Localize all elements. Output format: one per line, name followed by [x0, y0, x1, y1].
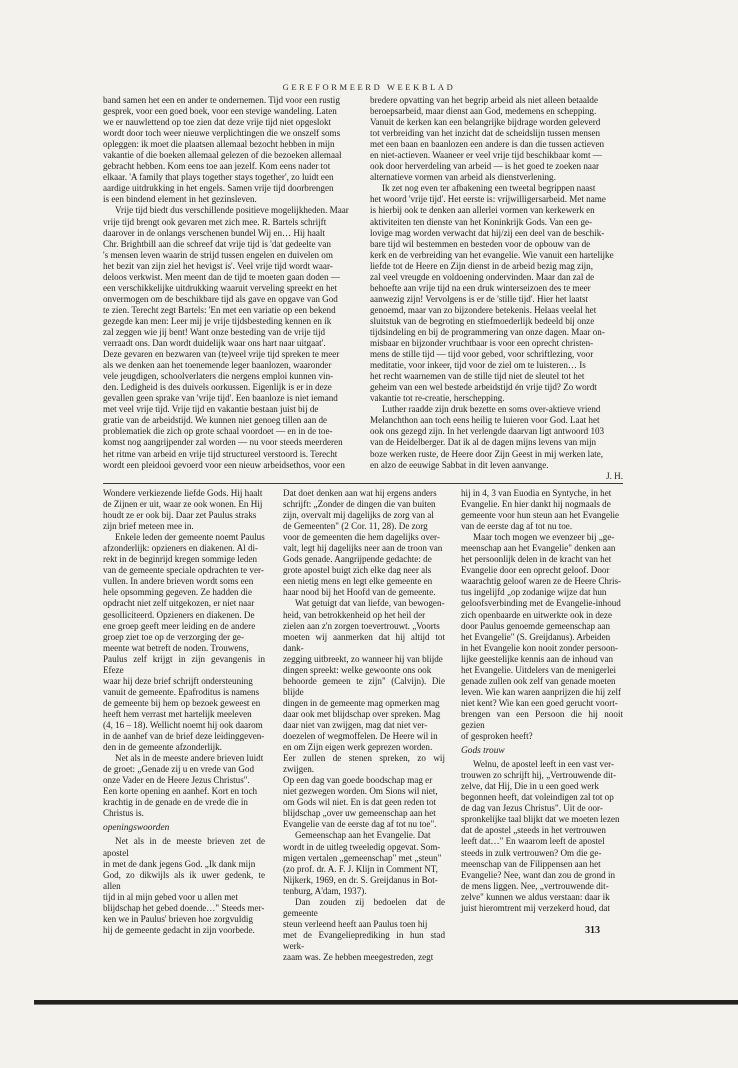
paragraph: Wondere verkiezende liefde Gods. Hij haalt de Zijnen er uit, waar ze ook wonen. En Hij houdt ze er ook bij. Daar zet Paulus straks zijn brief meteen mee in. — [103, 488, 263, 532]
paragraph: Gemeenschap aan het Evangelie. Dat wordt in de uitleg tweeledig opgevat. Som- migen vertalen „gemeenschap" met „steun" (zo prof. dr. A. F. J. Klijn in Comment NT, Nijkerk, 1969, en dr. S. Greijdanus in Bot- tenburg, A'dam, 1937). — [283, 830, 442, 896]
author-signature: J. H. — [606, 470, 623, 481]
paragraph: Net als in de meeste brieven zet de apostel in met de dank jegens God. „Ik dank mijn God, zo dikwijls als ik uwer gedenk, te allen tijd in al mijn gebed voor u allen met blijdschap het gebed doende…" Steeds mer- ken we in Paulus' brieven hoe zorgvuldig hij de gemeente gedacht in zijn voorbede. — [103, 836, 265, 935]
paragraph: bredere opvatting van het begrip arbeid als niet alleen betaalde beroepsarbeid, maar dienst aan God, medemens en schepping. Vanuit de kerken kan een belangrijke bijdrage worden geleverd tot verbreiding van het inzicht dat de scheidslijn tussen mensen met een baan en baanlozen een andere is dan die tussen actieven en niet-actieven. Waaneer er veel vrije tijd beschikbaar komt — ook door herverdeling van arbeid — is het goed te zoeken naar alternatieve vormen van arbeid als dienstverlening. — [370, 95, 605, 183]
paragraph: Maar toch mogen we evenzeer bij „ge- meenschap aan het Evangelie" denken aan het persoonlijk delen in de kracht van het Evangelie door een oprecht geloof. Door waarachtig geloof waren ze de Heere Chris- tus ingelijfd „op zodanige wijze dat hun geloofsverbinding met de Evangelie-inhoud zich openbaarde en uitwerkte ook in deze door Paulus genoemde gemeenschap aan het Evangelie" (S. Greijdanus). Arbeiden in het Evangelie kon nooit zonder persoon- lijke geestelijke kennis aan de inhoud van het Evangelie. Uitdelers van de menigerlei genade zullen ook zelf van genade moeten leven. Wie kan waren aanprijzen die hij zelf niet kent? Wie kan een goed gerucht voort- brengen van een Persoon die hij nooit gezien of gesproken heeft? — [461, 532, 623, 742]
paragraph: Wat getuigt dat van liefde, van bewogen- heid, van betrokkenheid op het heil der zielen aan z'n zorgen toevertrouwt. „Voorts moeten wij aanmerken dat hij altijd tot dank- zegging uitbreekt, zo wanneer hij van blijde dingen spreekt: welke gewoonte ons ook behoorde gemeen te zijn" (Calvijn). Die blijde dingen in de gemeente mag opmerken mag daar ook met blijdschap over spreken. Mag daar niet van zwijgen, mag dat niet ver- doezelen of wegmoffelen. De Heere wil in en om Zijn eigen werk geprezen worden. Eer zullen de stenen spreken, zo wij zwijgen. Op een dag van goede boodschap mag er niet gezwegen worden. Om Sions wil niet, om Gods wil niet. En is dat geen reden tot blijdschap „over uw gemeenschap aan het Evangelie van de eerste dag af tot nu toe". — [283, 598, 445, 830]
paragraph: Enkele leden der gemeente noemt Paulus afzonderlijk: opzieners en diakenen. Al di- rekt in de beginrijd kregen sommige leden van de gemeente speciale opdrachten te ver- vullen. In andere brieven wordt soms een hele opsomming gegeven. Ze hadden die opdracht niet zelf uitgekozen, er niet naar gesolliciteerd. Opzieners en diakenen. De ene groep geeft meer leiding en de andere groep ziet toe op de verzorging der ge- meente wat betreft de noden. Trouwens, Paulus zelf krijgt in zijn gevangenis in Efeze waar hij deze brief schrijft ondersteuning vanuit de gemeente. Epafroditus is namens de gemeente bij hem op bezoek geweest en heeft hem verrast met hartelijk meeleven (4, 16 – 18). Wellicht noemt hij ook daarom in de aanhef van de brief deze leidinggeven- den in de gemeente afzonderlijk. — [103, 532, 265, 753]
bottom-column-3 — [461, 488, 623, 914]
paragraph: Dan zouden zij bedoelen dat de gemeente steun verleend heeft aan Paulus toen hij met de Evangelieprediking in hun stad werk- zaam was. Ze hebben meegestreden, zegt — [283, 896, 445, 962]
section-divider — [103, 483, 623, 484]
paragraph: hij in 4, 3 van Euodia en Syntyche, in het Evangelie. En hier dankt hij nogmaals de gemeente voor hun steun aan het Evangelie van de eerste dag af tot nu toe. — [461, 488, 620, 532]
page-number: 313 — [585, 925, 600, 936]
paragraph: band samen het een en ander te ondernemen. Tijd voor een rustig gesprek, voor een goed boek, voor een stevige wandeling. Laten we er nauwlettend op toe zien dat deze vrije tijd niet opgeslokt wordt door toch weer nieuwe verplichtingen die we onszelf soms opleggen: ik moet die plaatsen allemaal bezocht hebben in mijn vakantie of die boeken allemaal gelezen of die bezoeken allemaal gebracht hebben. Kom eens toe aan jezelf. Kom eens nader tot elkaar. 'A family that plays together stays together', zo luidt een aardige uitdrukking in het engels. Samen vrije tijd doorbrengen is een bindend element in het gezinsleven. — [103, 95, 342, 205]
paragraph: Vrije tijd biedt dus verschillende positieve mogelijkheden. Maar vrije tijd brengt ook gevaren met zich mee. R. Bartels schrijft daarover in de onlangs verschenen bundel Wij en… Hij haalt Chr. Brightbill aan die schreef dat vrije tijd is 'dat gedeelte van 's mensen leven waarin de strijd tussen engelen en duivelen om het bezit van zijn ziel het hevigst is'. Veel vrije tijd wordt waar- deloos verkwist. Men meent dan de tijd te moeten gaan doden — een verschikkelijke uitdrukking waaruit verveling spreekt en het onvermogen om de beschikbare tijd als gave en opgave van God te zien. Terecht zegt Bartels: 'En met een variatie op een bekend gezegde kan men: Leer mij je vrije tijdsbesteding kennen en ik zal zeggen wie jij bent! Want onze besteding van de vrije tijd verraadt ons. Dan wordt duidelijk waar ons hart naar uitgaat'. Deze gevaren en bezwaren van (te)veel vrije tijd spreken te meer als we denken aan het toenemende leger baanlozen, waaronder vele jeugdigen, schoolverlaters die nergens emploi kunnen vin- den. Ledigheid is des duivels oorkussen. Eigenlijk is er in deze gevallen geen sprake van 'vrije tijd'. Een baanloze is niet iemand met veel vrije tijd. Vrije tijd en vakantie bestaan juist bij de gratie van de arbeidstijd. We kunnen niet genoeg tillen aan de problematiek die zich op grote schaal voordoet — en in de toe- komst nog aangrijpender zal worden — nu voor steeds meerderen het ritme van arbeid en vrije tijd structureel verstoord is. Terecht wordt een pleidooi gevoerd voor een nieuw arbeidsethos, voor een — [103, 205, 349, 470]
bottom-column-1 — [103, 488, 265, 936]
top-right-column — [370, 95, 623, 482]
running-header: GEREFORMEERD WEEKBLAD — [282, 82, 456, 92]
paragraph: Net als in de meeste andere brieven luidt de groet: „Genade zij u en vrede van God onze Vader en de Heere Jezus Christus". Een korte opening en aanhef. Kort en toch krachtig in de genade en de vrede die in Christus is. — [103, 753, 264, 819]
bottom-column-2 — [283, 488, 445, 963]
paragraph: Dat doet denken aan wat hij ergens anders schrijft: „Zonder de dingen die van buiten zijn, overvalt mij dagelijks de zorg van al de Gemeenten" (2 Cor. 11, 28). De zorg voor de gemeenten die hem dagelijks over- valt, legt hij dagelijks neer aan de troon van Gods genade. Aangrijpende gedachte: de grote apostel buigt zich elke dag neer als een nietig mens en legt elke gemeente en haar nood bij het Hoofd van de gemeente. — [283, 488, 443, 598]
subheading: Gods trouw — [461, 746, 505, 757]
paragraph: Luther raadde zijn druk bezette en soms over-aktieve vriend Melanchthon aan toch eens heilig te luieren voor God. Laat het ook ons gezegd zijn. In het verlengde daarvan ligt antwoord 103 van de Heidelberger. Dat ik al de dagen mijns levens van mijn boze werken ruste, de Heere door Zijn Geest in mij werken late, en alzo de eeuwige Sabbat in dit leven aanvange. — [370, 404, 605, 470]
scan-edge-line — [34, 1004, 738, 1005]
paragraph: Ik zet nog even ter afbakening een tweetal begrippen naast het woord 'vrije tijd'. Het eerste is: vrijwilligersarbeid. Met name is hierbij ook te denken aan allerlei vormen van kerkewerk en aktiviteiten ten dienste van het Koninkrijk Gods. Van een ge- lovige mag worden verwacht dat hij/zij een deel van de beschik- bare tijd wil bestemmen en besteden voor de opbouw van de kerk en de verbreiding van het evangelie. Wie vanuit een hartelijke liefde tot de Heere en Zijn dienst in de arbeid bezig mag zijn, zal veel vreugde en voldoening ondervinden. Maar dan zal de behoefte aan vrije tijd na een druk winterseizoen des te meer aanwezig zijn! Vervolgens is er de 'stille tijd'. Hier het laatst genoemd, maar van zo bijzondere betekenis. Helaas veelal het sluitstuk van de begroting en stiefmoederlijk bedeeld bij onze tijdsindeling en bij de programmering van onze dagen. Maar on- misbaar en bijzonder vruchtbaar is voor een oprecht christen- mens de stille tijd — tijd voor gebed, voor schriftlezing, voor meditatie, voor inkeer, tijd voor de ziel om te luisteren… Is het recht waarnemen van de stille tijd niet de sleutel tot het geheim van een wel bestede arbeidstijd én vrije tijd? Zo wordt vakantie tot re-creatie, herschepping. — [370, 183, 614, 404]
subheading: openingswoorden — [103, 823, 170, 834]
top-left-column — [103, 95, 357, 471]
paragraph: Welnu, de apostel leeft in een vast ver- trouwen zo schrijft hij, „Vertrouwende dit- zelve, dat Hij, Die in u een goed werk begonnen heeft, dat voleindigen zal tot op de dag van Jezus Christus". Uit de oor- spronkelijke taal blijkt dat we moeten lezen dat de apostel „steeds in het vertrouwen leeft dat…" En waarom leeft de apostel steeds in zulk vertrouwen? Om die ge- meenschap van de Filippensen aan het Evangelie? Nee, want dan zou de grond in de mens liggen. Nee, „vertrouwende dit- zelve" kunnen we aldus verstaan: daar ik juist hieromtrent mij verzekerd houd, dat — [461, 759, 620, 913]
